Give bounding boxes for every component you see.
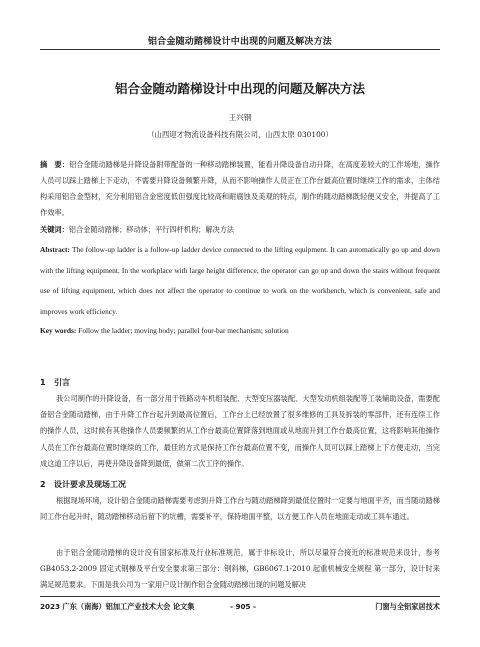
- author-affiliation: （山西迎才物流设备科技有限公司，山西太原 030100）: [147, 130, 333, 139]
- keywords-label: 关键词：: [40, 225, 69, 234]
- section-heading-2: [40, 479, 126, 490]
- header-rule: [40, 49, 440, 50]
- keywords-en-label: Key words:: [40, 326, 77, 335]
- section-number: 1: [40, 378, 46, 387]
- paper-title: 铝合金随动踏梯设计中出现的问题及解决方法: [114, 81, 365, 96]
- section-2-paragraph-1: 根据现场环境，设计铝合金随动踏梯需要考虑到升降工作台与随动踏梯降到最低位置时一定要与地面平齐，而当随动踏梯同工作台起升时，随动踏梯移动后留下的坑槽，需要补平，保持地面平整，以方便工作人员在地面走动或工具车通过。: [40, 496, 440, 522]
- footer-proceedings: 2023 广东（南海）铝加工产业技术大会 论文集: [40, 602, 195, 611]
- abstract-en: [40, 240, 440, 322]
- page-number: - 905 -: [230, 602, 256, 611]
- section-title: 引言: [54, 378, 70, 387]
- section-title: 设计要求及现场工况: [54, 480, 126, 489]
- section-number: 2: [40, 480, 46, 489]
- abstract-en-text: The follow-up ladder is a follow-up ladder device connected to the lifting equipment. It can automatically go up and down with the lifting equipment. In the workplace with large height difference, the operator can go up and down the stairs without frequent use of lifting equipment, which does not affect the operator to continue to work on the workbench, which is convenient, safe and improves work efficiency.: [40, 245, 440, 316]
- running-header: 铝合金随动踏梯设计中出现的问题及解决方法: [147, 37, 332, 47]
- abstract-en-label: Abstract:: [40, 245, 70, 254]
- keywords-en-text: Follow the ladder; moving body; parallel four-bar mechanism; solution: [78, 326, 289, 335]
- footer-journal: 门窗与全铝家居技术: [375, 602, 440, 611]
- keywords-en: [40, 321, 440, 342]
- abstract-cn: [40, 157, 440, 221]
- abstract-label: 摘 要：: [40, 160, 70, 169]
- section-heading-1: [40, 377, 70, 388]
- section-2-paragraph-2: 由于铝合金随动踏梯的设计没有国家标准及行业标准规范，属于非标设计，所以尽量符合接近的标准规范来设计，参考 GB4053.2-2009 固定式钢梯及平台安全要求第三部分：钢斜梯，GB6067.1-2010 起重机械安全规程 第一部分，设计时来满足规范要求。下面是我公司为一家用户设计制作铝合金随动踏梯出现的问题及解决: [40, 548, 440, 590]
- footer-rule: [40, 596, 440, 597]
- author-name: 王兴钢: [228, 113, 252, 122]
- keywords-cn: [40, 222, 440, 238]
- section-1-paragraph: 我公司制作的升降设备，有一部分用于铁路动车机组装配、大型变压器装配、大型发动机组装配等工装辅助设备，需要配备铝合金随动踏梯，由于升降工作台起升到最高位置后，工作台上已经放置了很多维修的工具及拆装的零部件，还有连续工作的操作人员，这时候有其他操作人员要频繁的从工作台最高位置降落到地面或从地面升到工作台最高位置，这将影响其他操作人员在工作台最高位置时继续的工作，最佳的方式是保持工作台最高位置不变，而操作人员可以踩上踏梯上下方便走动，当完成这道工序以后，再使升降设备降到最低，做第二次工序的操作。: [40, 394, 440, 468]
- abstract-text: 铝合金随动踏梯是升降设备附带配备的一种移动踏梯装置，能看升降设备自动升降，在高度差较大的工作场地，操作人员可以踩上踏梯上下走动，不需要升降设备频繁升降，从而不影响操作人员正在工作台最高位置时继续工作的需求，主体结构采用铝合金型材，充分利用铝合金密度低但强度比较高和耐腐蚀及美观的特点，制作的随动踏梯既轻便又安全，并提高了工作效率。: [40, 160, 440, 217]
- keywords-text: 铝合金随动踏梯；移动体；平行四杆机构；解决方法: [68, 225, 235, 234]
